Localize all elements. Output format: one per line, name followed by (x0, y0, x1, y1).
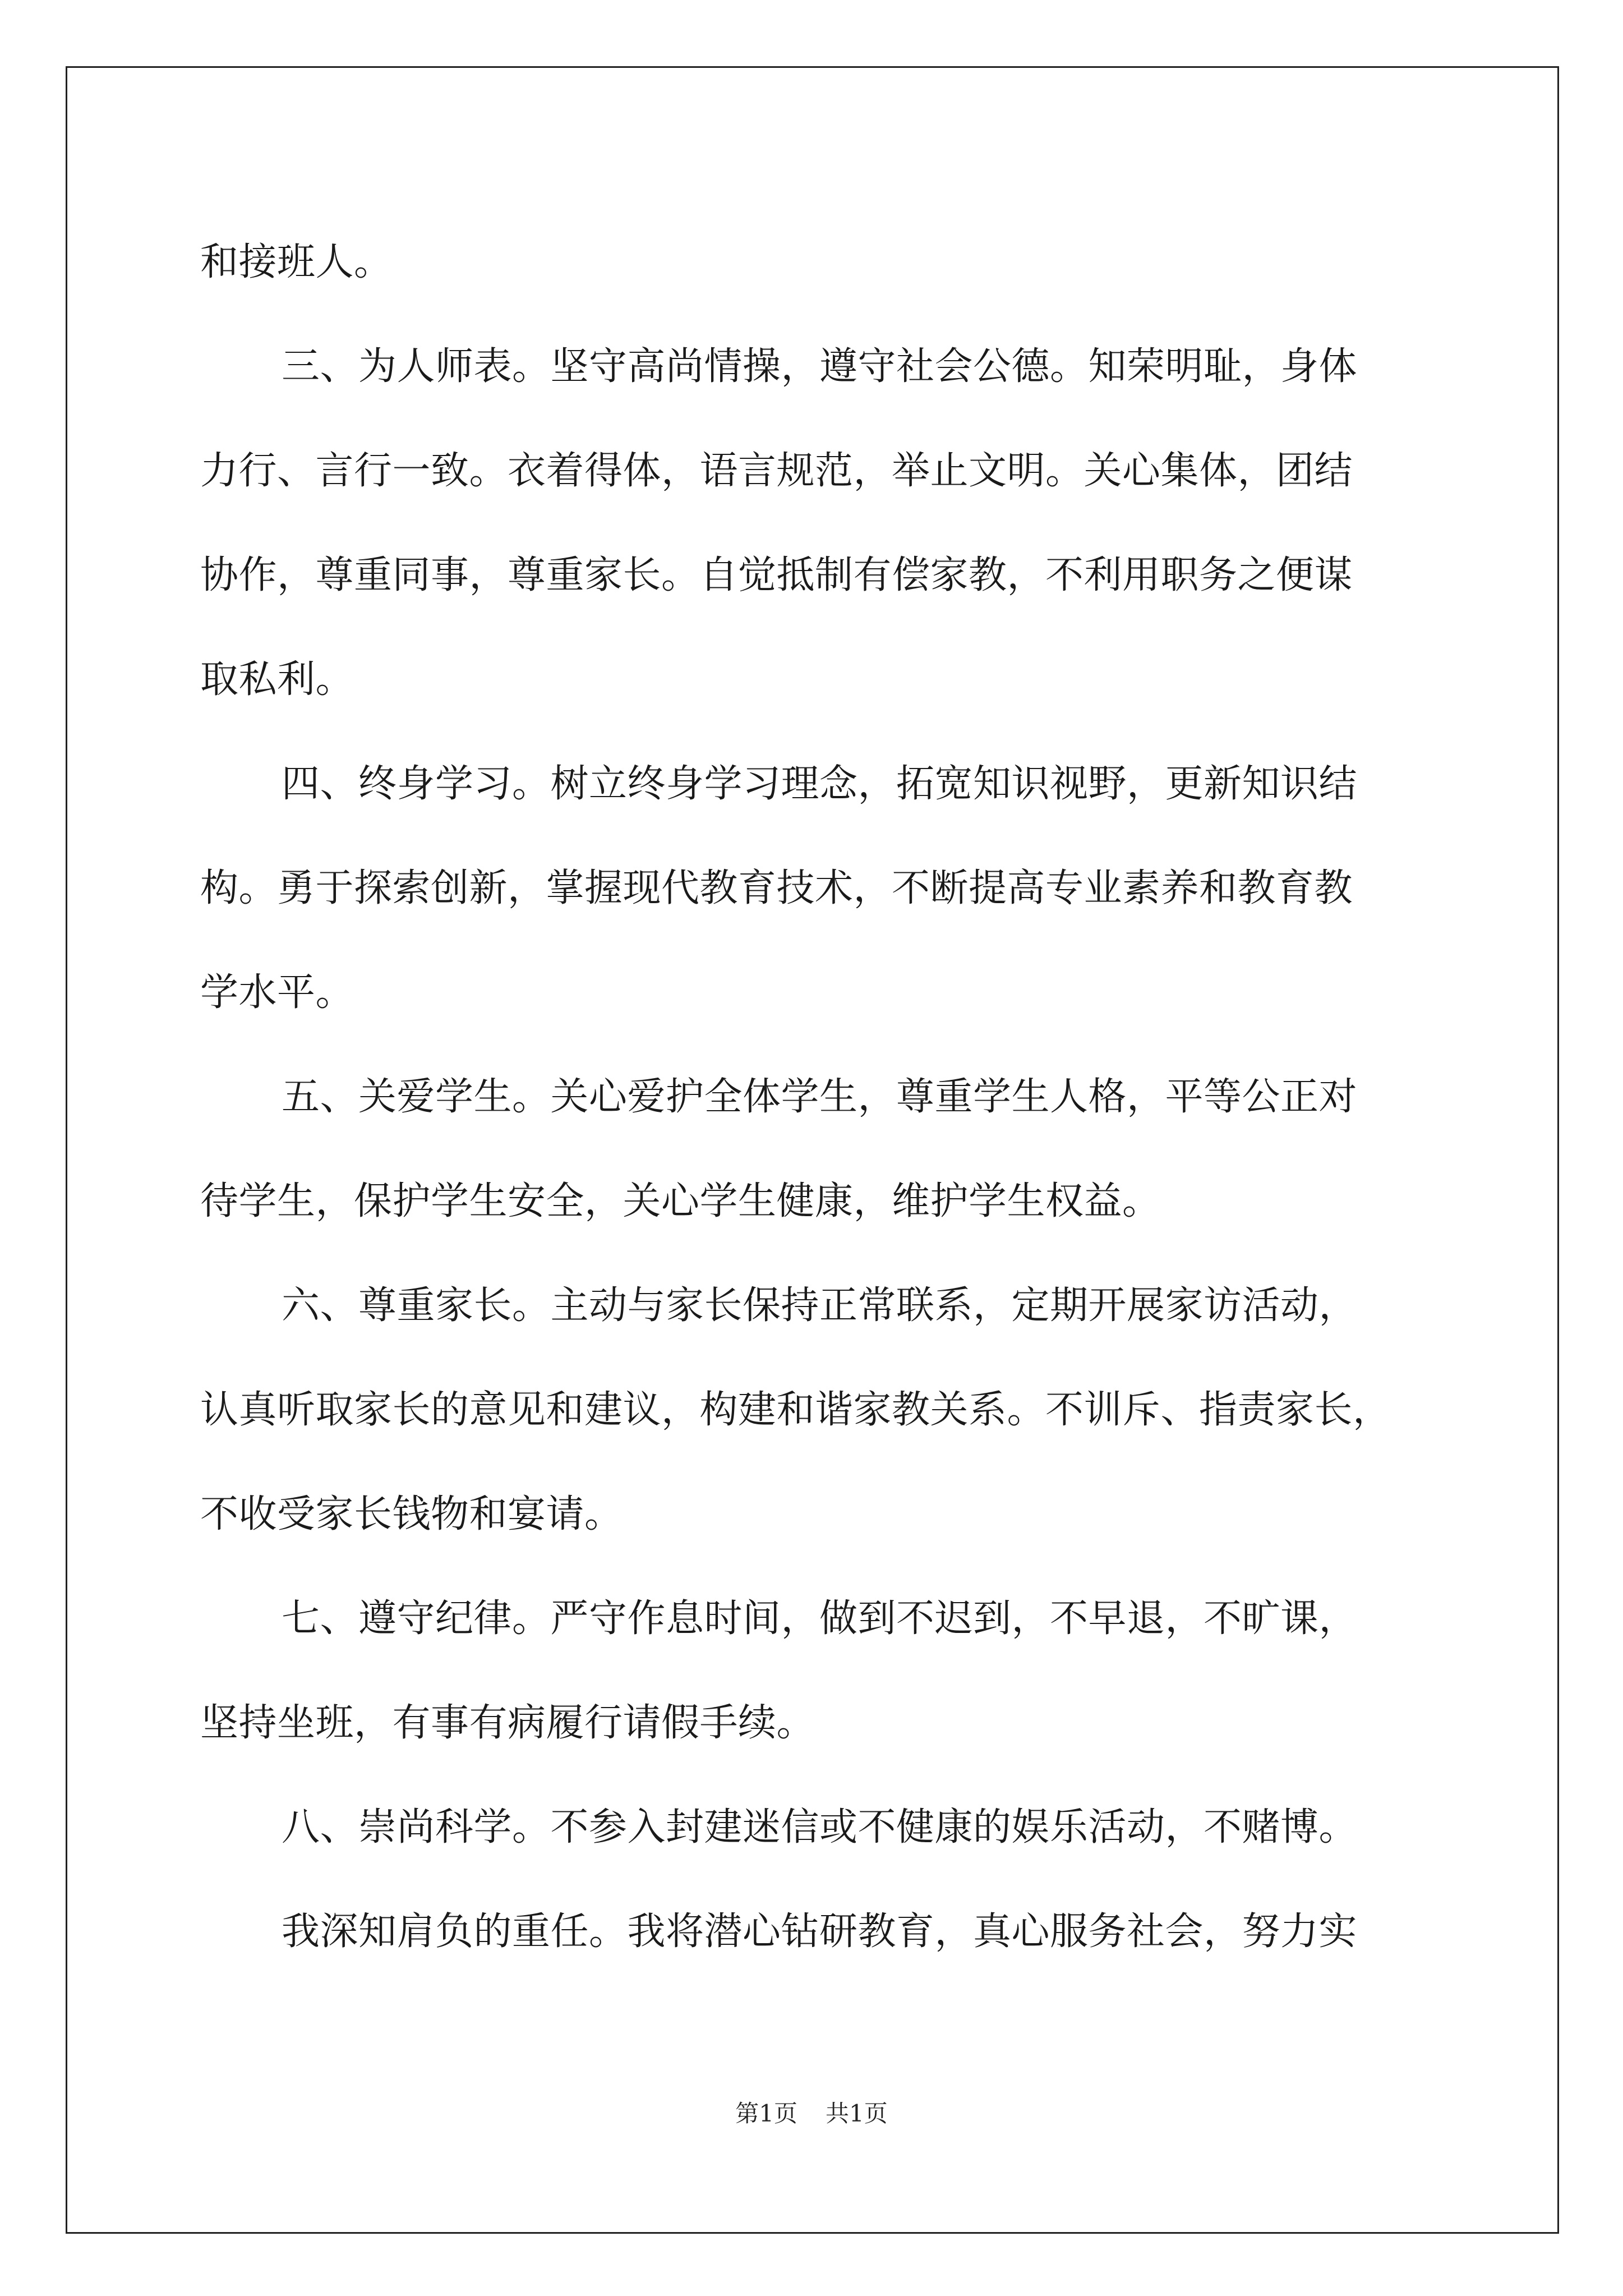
text-line: 四、终身学习。树立终身学习理念，拓宽知识视野，更新知识结 (282, 762, 1358, 806)
paragraph (200, 315, 1434, 732)
text-line: 待学生，保护学生安全，关心学生健康，维护学生权益。 (200, 1179, 1161, 1223)
text-line: 和接班人。 (200, 240, 393, 284)
paragraph (200, 1254, 1434, 1567)
paragraph (200, 1045, 1434, 1254)
document-body (200, 210, 1434, 1984)
text-line: 力行、言行一致。衣着得体，语言规范，举止文明。关心集体，团结 (200, 449, 1353, 493)
paragraph (200, 1775, 1434, 1880)
paragraph (200, 1567, 1434, 1775)
text-line: 三、为人师表。坚守高尚情操，遵守社会公德。知荣明耻，身体 (282, 344, 1358, 389)
text-line: 学水平。 (200, 970, 354, 1015)
page-total: 共1页 (826, 2100, 888, 2127)
text-line: 坚持坐班，有事有病履行请假手续。 (200, 1701, 815, 1745)
text-line: 七、遵守纪律。严守作息时间，做到不迟到，不早退，不旷课， (282, 1596, 1358, 1641)
text-line: 五、关爱学生。关心爱护全体学生，尊重学生人格，平等公正对 (282, 1075, 1358, 1119)
text-line: 认真听取家长的意见和建议，构建和谐家教关系。不训斥、指责家长， (200, 1388, 1391, 1432)
text-line: 构。勇于探索创新，掌握现代教育技术，不断提高专业素养和教育教 (200, 866, 1353, 910)
page-number: 第1页 (735, 2100, 797, 2127)
text-line: 六、尊重家长。主动与家长保持正常联系，定期开展家访活动， (282, 1283, 1358, 1328)
paragraph (200, 210, 1434, 315)
text-line: 取私利。 (200, 657, 354, 702)
page-footer (0, 2097, 1623, 2131)
text-line: 不收受家长钱物和宴请。 (200, 1492, 623, 1536)
paragraph (200, 732, 1434, 1045)
paragraph (200, 1880, 1434, 1984)
text-line: 八、崇尚科学。不参入封建迷信或不健康的娱乐活动，不赌博。 (282, 1805, 1358, 1849)
text-line: 我深知肩负的重任。我将潜心钻研教育，真心服务社会，努力实 (282, 1910, 1358, 1954)
text-line: 协作，尊重同事，尊重家长。自觉抵制有偿家教，不利用职务之便谋 (200, 553, 1353, 597)
